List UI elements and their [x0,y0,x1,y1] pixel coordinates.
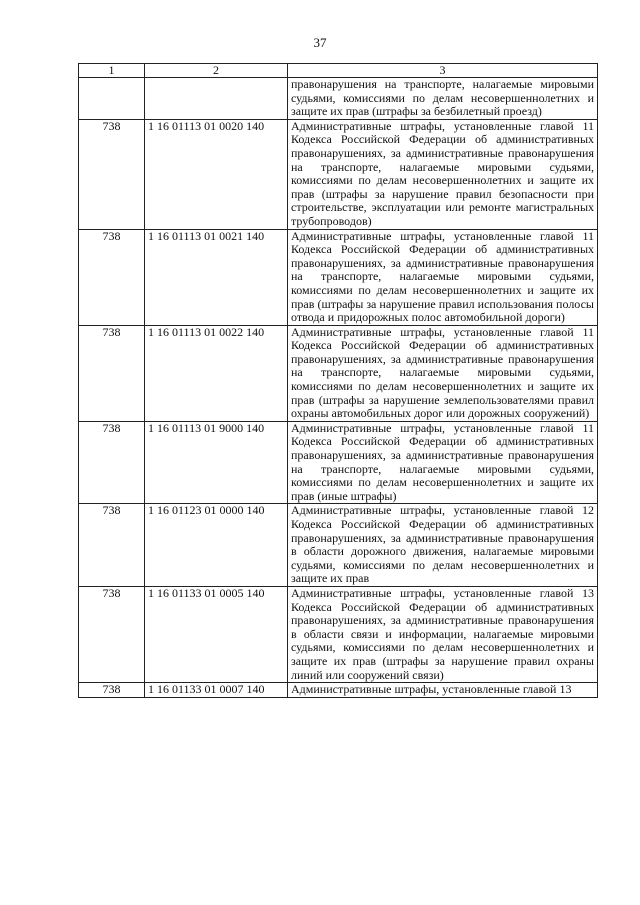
description-text: эксплуатации или ремонте магистральных [371,200,594,215]
budget-classification-code-cell: 1 16 01123 01 0000 140 [145,504,288,587]
description-text: несовершеннолетних и защите их прав (штрафы [291,379,595,407]
description-text: Административные штрафы, установленные главой 11 [291,229,594,243]
page-number: 37 [313,35,327,50]
table-row [79,504,598,587]
description-text: несовершеннолетних и защите их прав [291,557,595,586]
header-col-2: 2 [145,64,288,78]
table-row [79,229,598,325]
description-text: правонарушения на транспорте, налагаемые [291,255,594,284]
table-row [79,586,598,682]
description-text: мировыми судьями, комиссиями по делам [291,461,594,490]
description-text: за нарушение правил охраны линий или сооружений [291,653,594,682]
description-cell [288,78,598,120]
description-text: Административные штрафы, установленные главой 11 [291,421,594,435]
description-text: правонарушения на транспорте, налагаемые [291,77,533,91]
header-col-1: 1 [79,64,145,78]
description-text: и придорожных полос автомобильной дороги) [327,310,565,325]
description-text: трубопроводов) [291,213,372,228]
table-row [79,683,598,698]
table-body [79,64,598,698]
description-text: Кодекса Российской Федерации об административных [291,434,594,449]
description-text: мировыми судьями, комиссиями по делам [291,77,595,105]
description-text: Кодекса Российской Федерации об административных [291,599,594,614]
description-text: налагаемые мировыми судьями, комиссиями по делам [291,626,595,655]
budget-classification-code-cell: 1 16 01113 01 0020 140 [145,119,288,229]
description-text: за нарушение правил безопасности при строительстве, [291,186,594,215]
description-text: мировыми судьями, комиссиями по делам [291,269,594,297]
budget-classification-code-cell: 1 16 01133 01 0007 140 [145,683,288,698]
description-text: правонарушениях, за административные [291,613,504,628]
table-row [79,421,598,504]
table-row [79,119,598,229]
description-text: правонарушения в области дорожного движения, [291,530,594,559]
description-cell [288,586,598,682]
admin-code-cell: 738 [79,119,145,229]
description-text: несовершеннолетних и защите их прав (иные штрафы) [291,475,595,503]
admin-code-cell: 738 [79,325,145,421]
description-text: налагаемые мировыми судьями, комиссиями по делам [291,544,595,572]
description-text: правонарушения на транспорте, налагаемые [291,145,594,174]
budget-classification-code-cell: 1 16 01113 01 9000 140 [145,421,288,504]
description-text: правонарушения на транспорте, налагаемые [291,351,594,380]
header-col-3: 3 [288,64,598,78]
admin-code-cell: 738 [79,421,145,504]
description-text: за нарушение правил использования полосы отвода [291,296,594,325]
budget-code-table [78,63,598,698]
description-text: несовершеннолетних и защите их прав (штрафы [291,282,595,311]
description-text: правонарушениях, за административные [291,145,504,160]
description-text: Административные штрафы, установленные главой 13 [291,682,572,697]
admin-code-cell: 738 [79,229,145,325]
description-text: правонарушениях, за административные [291,448,504,463]
description-cell [288,504,598,587]
description-text: правонарушениях, за административные [291,530,504,545]
description-text: Кодекса Российской Федерации об административных [291,517,594,531]
description-text: мировыми судьями, комиссиями по делам [291,365,594,394]
description-text: правонарушения на транспорте, налагаемые [291,448,594,476]
admin-code-cell: 738 [79,586,145,682]
budget-classification-code-cell: 1 16 01113 01 0022 140 [145,325,288,421]
description-cell [288,325,598,421]
budget-classification-code-cell [145,78,288,120]
description-cell [288,421,598,504]
description-text: несовершеннолетних и защите их прав (штрафы [291,640,595,668]
description-cell [288,229,598,325]
admin-code-cell [79,78,145,120]
budget-classification-code-cell: 1 16 01113 01 0021 140 [145,229,288,325]
admin-code-cell: 738 [79,504,145,587]
description-cell [288,119,598,229]
budget-classification-code-cell: 1 16 01133 01 0005 140 [145,586,288,682]
description-text: Административные штрафы, установленные главой 12 [291,503,594,518]
description-cell [288,683,598,698]
table-row [79,325,598,421]
table-row [79,78,598,120]
description-text: автомобильных дорог или дорожных сооружений) [331,406,590,421]
description-text: Административные штрафы, установленные главой 11 [291,325,594,339]
header-row [79,64,598,78]
description-text: мировыми судьями, комиссиями по делам [291,159,594,188]
description-text: Кодекса Российской Федерации об административных [291,132,594,147]
admin-code-cell: 738 [79,683,145,698]
description-text: Административные штрафы, установленные главой 13 [291,586,594,600]
description-text: правонарушения в области связи и информации, [291,613,594,641]
description-text: Кодекса Российской Федерации об административных [291,242,594,257]
description-text: несовершеннолетних и защите их прав (штрафы [291,173,595,201]
description-text: несовершеннолетних и защите их прав (штрафы [291,90,595,119]
description-text: правонарушениях, за административные [291,351,504,366]
description-text: связи) [412,667,444,682]
description-text: Кодекса Российской Федерации об административных [291,338,594,353]
description-text: за нарушение землепользователями правил охраны [291,392,595,421]
description-text: правонарушениях, за административные [291,255,504,270]
description-text: за безбилетный проезд) [420,104,542,119]
description-text: Административные штрафы, установленные главой 11 [291,119,594,133]
